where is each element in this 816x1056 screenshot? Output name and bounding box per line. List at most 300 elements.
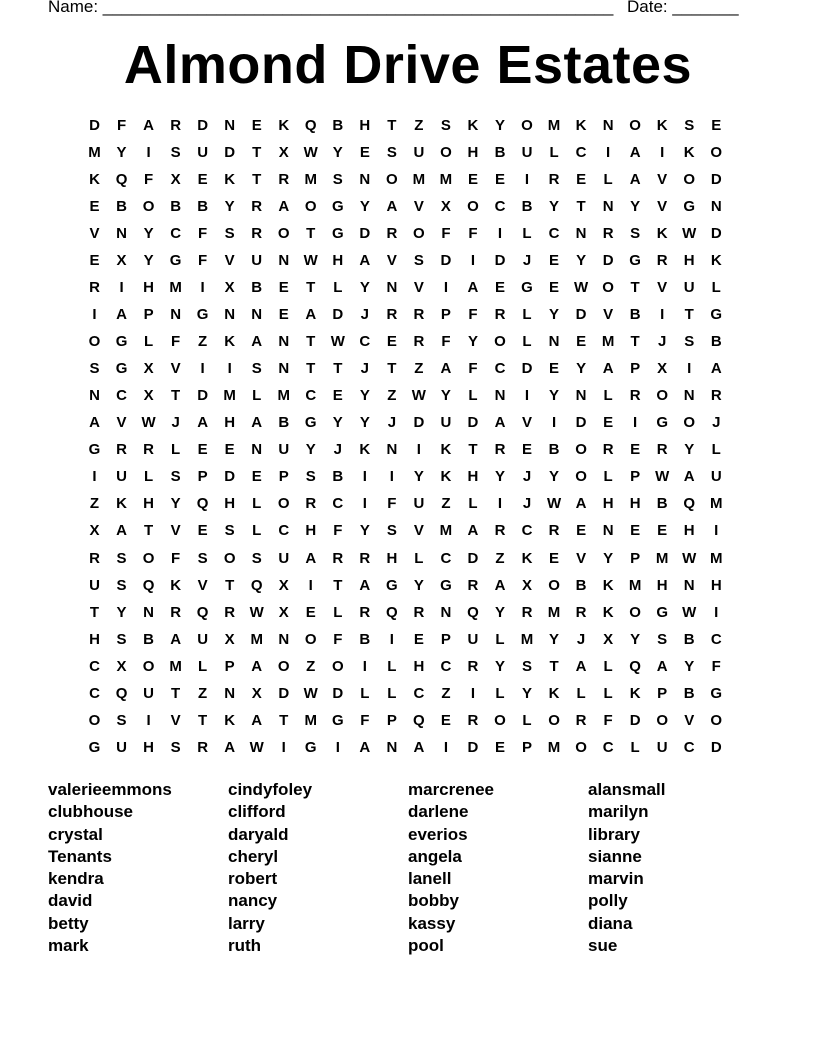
- grid-letter: D: [575, 414, 587, 432]
- grid-letter: G: [115, 333, 128, 351]
- grid-letter: Y: [603, 549, 614, 567]
- grid-letter: E: [657, 522, 668, 540]
- grid-letter: F: [468, 225, 478, 243]
- grid-letter: Z: [89, 495, 100, 513]
- grid-letter: M: [169, 657, 182, 675]
- grid-letter: V: [170, 711, 181, 729]
- grid-letter: L: [603, 684, 613, 702]
- grid-letter: L: [495, 684, 505, 702]
- grid-letter: C: [440, 657, 452, 675]
- grid-letter: Z: [441, 684, 451, 702]
- grid-letter: A: [116, 522, 127, 540]
- grid-letter: D: [467, 738, 479, 756]
- grid-letter: N: [386, 738, 398, 756]
- grid-letter: E: [197, 171, 208, 189]
- grid-letter: H: [413, 657, 425, 675]
- grid-letter: A: [359, 738, 371, 756]
- grid-letter: E: [224, 441, 235, 459]
- grid-letter: G: [710, 684, 723, 702]
- grid-letter: M: [547, 117, 561, 134]
- word-bank-item: pool: [408, 936, 444, 956]
- grid-letter: F: [603, 711, 613, 729]
- grid-letter: D: [197, 117, 209, 134]
- grid-letter: R: [656, 441, 668, 459]
- grid-letter: G: [304, 738, 317, 756]
- grid-letter: W: [655, 468, 670, 486]
- grid-letter: N: [386, 441, 398, 459]
- grid-letter: W: [411, 387, 426, 405]
- grid-letter: Y: [684, 441, 695, 459]
- grid-letter: Y: [332, 414, 343, 432]
- grid-letter: H: [710, 576, 722, 594]
- grid-letter: K: [170, 576, 182, 594]
- grid-letter: J: [658, 333, 667, 351]
- grid-letter: H: [467, 468, 479, 486]
- grid-letter: K: [548, 684, 560, 702]
- grid-letter: E: [630, 441, 641, 459]
- grid-letter: R: [143, 441, 154, 459]
- grid-letter: E: [494, 279, 505, 297]
- grid-letter: J: [522, 468, 532, 486]
- grid-letter: R: [494, 306, 506, 324]
- grid-letter: A: [386, 198, 398, 216]
- word-bank-item: cheryl: [228, 846, 279, 866]
- word-bank-item: valerieemmons: [48, 780, 172, 799]
- grid-letter: H: [332, 252, 344, 270]
- grid-letter: E: [440, 711, 451, 729]
- grid-letter: M: [304, 171, 318, 189]
- grid-letter: H: [89, 630, 100, 648]
- grid-letter: R: [89, 279, 100, 297]
- grid-letter: K: [656, 225, 668, 243]
- grid-letter: R: [197, 738, 209, 756]
- grid-letter: C: [89, 657, 100, 675]
- grid-letter: O: [88, 333, 101, 351]
- grid-letter: L: [360, 684, 370, 702]
- grid-letter: X: [278, 603, 289, 621]
- grid-letter: R: [278, 171, 290, 189]
- grid-letter: R: [521, 603, 533, 621]
- grid-letter: R: [413, 306, 425, 324]
- grid-letter: I: [687, 360, 692, 378]
- grid-letter: W: [303, 252, 318, 270]
- grid-letter: I: [389, 468, 394, 486]
- grid-letter: P: [440, 630, 451, 648]
- grid-letter: C: [413, 684, 425, 702]
- grid-letter: E: [197, 522, 208, 540]
- page-title: Almond Drive Estates: [123, 35, 693, 95]
- grid-letter: R: [89, 549, 100, 567]
- grid-letter: Y: [494, 117, 505, 134]
- grid-letter: D: [494, 252, 506, 270]
- grid-letter: H: [629, 495, 641, 513]
- grid-letter: W: [249, 603, 264, 621]
- grid-letter: M: [88, 144, 101, 162]
- grid-letter: B: [359, 630, 371, 648]
- grid-letter: I: [200, 279, 205, 297]
- grid-letter: A: [656, 657, 668, 675]
- grid-letter: F: [441, 225, 451, 243]
- grid-letter: E: [467, 171, 478, 189]
- grid-letter: D: [413, 414, 425, 432]
- grid-letter: C: [575, 144, 587, 162]
- grid-letter: N: [251, 306, 263, 324]
- grid-letter: T: [143, 522, 154, 540]
- grid-letter: Y: [332, 144, 343, 162]
- grid-letter: A: [251, 414, 263, 432]
- grid-letter: W: [682, 225, 697, 243]
- grid-letter: I: [714, 603, 719, 621]
- grid-letter: Y: [224, 198, 235, 216]
- grid-letter: O: [548, 711, 560, 729]
- grid-letter: X: [278, 576, 289, 594]
- grid-letter: R: [359, 603, 371, 621]
- grid-letter: V: [170, 522, 181, 540]
- grid-letter: M: [223, 387, 236, 405]
- grid-letter: L: [252, 522, 262, 540]
- grid-letter: L: [576, 684, 586, 702]
- grid-letter: D: [359, 225, 371, 243]
- grid-letter: A: [602, 360, 614, 378]
- grid-letter: F: [387, 495, 397, 513]
- grid-letter: V: [603, 306, 614, 324]
- grid-letter: H: [224, 414, 236, 432]
- grid-letter: A: [494, 576, 506, 594]
- grid-letter: C: [602, 738, 614, 756]
- grid-letter: C: [548, 225, 560, 243]
- grid-letter: I: [416, 441, 421, 459]
- grid-letter: R: [602, 225, 614, 243]
- word-bank-item: marvin: [588, 869, 644, 889]
- grid-letter: X: [522, 576, 533, 594]
- grid-letter: A: [467, 522, 479, 540]
- grid-letter: O: [223, 549, 236, 567]
- grid-letter: V: [657, 171, 668, 189]
- grid-letter: Q: [115, 684, 128, 702]
- grid-letter: R: [494, 441, 506, 459]
- grid-letter: K: [224, 171, 236, 189]
- grid-letter: R: [413, 603, 425, 621]
- grid-letter: Y: [359, 414, 370, 432]
- grid-letter: O: [710, 144, 723, 162]
- grid-letter: Z: [387, 387, 397, 405]
- grid-letter: P: [657, 684, 668, 702]
- grid-letter: I: [714, 522, 719, 540]
- grid-letter: O: [304, 630, 317, 648]
- grid-letter: C: [494, 198, 506, 216]
- grid-letter: A: [197, 414, 209, 432]
- grid-letter: T: [306, 360, 316, 378]
- grid-letter: K: [683, 144, 695, 162]
- grid-letter: K: [575, 117, 587, 134]
- grid-letter: U: [467, 630, 479, 648]
- grid-letter: I: [470, 252, 476, 270]
- grid-letter: E: [278, 306, 289, 324]
- grid-letter: V: [197, 576, 208, 594]
- grid-letter: U: [278, 441, 290, 459]
- word-bank-item: alansmall: [588, 780, 666, 799]
- grid-letter: Y: [549, 306, 560, 324]
- grid-letter: D: [332, 684, 344, 702]
- grid-letter: U: [251, 252, 263, 270]
- grid-letter: Y: [576, 360, 587, 378]
- grid-letter: Y: [494, 468, 505, 486]
- grid-letter: W: [546, 495, 562, 513]
- grid-letter: L: [630, 738, 640, 756]
- grid-letter: T: [549, 657, 559, 675]
- grid-letter: I: [281, 738, 286, 756]
- grid-letter: G: [196, 306, 209, 324]
- grid-letter: M: [169, 279, 182, 297]
- grid-letter: Y: [143, 252, 154, 270]
- grid-letter: B: [116, 198, 127, 216]
- grid-letter: Y: [549, 198, 560, 216]
- grid-letter: S: [197, 549, 208, 567]
- grid-letter: C: [494, 360, 506, 378]
- grid-letter: G: [169, 252, 182, 270]
- grid-letter: E: [630, 522, 641, 540]
- grid-letter: K: [440, 441, 452, 459]
- grid-letter: K: [89, 171, 100, 189]
- grid-letter: R: [305, 495, 317, 513]
- grid-letter: R: [467, 657, 479, 675]
- grid-letter: K: [224, 333, 236, 351]
- grid-letter: M: [412, 171, 426, 189]
- grid-letter: Y: [494, 603, 505, 621]
- grid-letter: M: [547, 738, 561, 756]
- grid-letter: G: [304, 414, 317, 432]
- grid-letter: D: [224, 468, 236, 486]
- grid-letter: F: [116, 117, 127, 134]
- grid-letter: B: [278, 414, 290, 432]
- grid-letter: B: [575, 576, 587, 594]
- grid-letter: R: [170, 603, 182, 621]
- grid-letter: B: [197, 198, 209, 216]
- grid-letter: S: [116, 711, 127, 729]
- date-field-label: Date: _______: [627, 0, 739, 16]
- grid-letter: R: [413, 333, 425, 351]
- grid-letter: V: [576, 549, 587, 567]
- word-bank-item: clifford: [228, 802, 286, 822]
- word-bank-item: Tenants: [48, 846, 112, 866]
- word-bank-item: marilyn: [588, 802, 649, 822]
- grid-letter: O: [88, 711, 101, 729]
- grid-letter: L: [522, 711, 532, 729]
- grid-letter: E: [197, 441, 208, 459]
- grid-letter: J: [387, 414, 397, 432]
- grid-letter: Q: [467, 603, 479, 621]
- grid-letter: M: [628, 576, 642, 594]
- grid-letter: U: [521, 144, 533, 162]
- grid-letter: G: [656, 603, 668, 621]
- grid-letter: K: [116, 495, 127, 513]
- grid-letter: X: [89, 522, 100, 540]
- grid-letter: Y: [576, 252, 587, 270]
- grid-letter: Y: [170, 495, 181, 513]
- grid-letter: K: [278, 117, 290, 134]
- grid-letter: C: [521, 522, 533, 540]
- grid-letter: Q: [196, 495, 209, 513]
- grid-letter: F: [143, 171, 154, 189]
- grid-letter: Y: [494, 657, 505, 675]
- grid-letter: F: [333, 522, 343, 540]
- grid-letter: C: [116, 387, 127, 405]
- grid-letter: A: [116, 306, 127, 324]
- grid-letter: D: [467, 549, 479, 567]
- grid-letter: T: [630, 279, 640, 297]
- grid-letter: O: [683, 171, 696, 189]
- grid-letter: X: [251, 684, 262, 702]
- grid-letter: N: [575, 225, 587, 243]
- grid-letter: I: [119, 279, 124, 297]
- word-bank-item: kendra: [48, 869, 104, 889]
- grid-letter: Y: [413, 468, 424, 486]
- grid-letter: E: [494, 738, 505, 756]
- grid-letter: N: [224, 306, 236, 324]
- grid-letter: J: [171, 414, 180, 432]
- grid-letter: F: [441, 333, 451, 351]
- grid-letter: D: [521, 360, 533, 378]
- grid-letter: B: [251, 279, 263, 297]
- grid-letter: Q: [250, 576, 263, 594]
- grid-letter: E: [576, 333, 587, 351]
- grid-letter: L: [603, 468, 613, 486]
- grid-letter: E: [89, 198, 100, 216]
- grid-letter: P: [630, 468, 641, 486]
- grid-letter: S: [684, 333, 695, 351]
- grid-letter: H: [305, 522, 317, 540]
- grid-letter: O: [575, 738, 587, 756]
- grid-letter: F: [198, 252, 208, 270]
- grid-letter: B: [494, 144, 506, 162]
- grid-letter: U: [116, 738, 127, 756]
- grid-letter: E: [89, 252, 100, 270]
- grid-letter: E: [549, 252, 560, 270]
- grid-letter: N: [386, 279, 398, 297]
- grid-letter: A: [278, 198, 290, 216]
- grid-letter: A: [251, 657, 263, 675]
- grid-letter: L: [387, 684, 397, 702]
- grid-letter: C: [332, 495, 344, 513]
- grid-letter: N: [575, 387, 587, 405]
- grid-letter: N: [278, 333, 290, 351]
- grid-letter: C: [440, 549, 452, 567]
- grid-letter: H: [467, 144, 479, 162]
- grid-letter: X: [603, 630, 614, 648]
- grid-letter: U: [413, 144, 425, 162]
- grid-letter: A: [575, 657, 587, 675]
- grid-letter: B: [683, 684, 695, 702]
- grid-letter: A: [494, 414, 506, 432]
- grid-letter: C: [278, 522, 290, 540]
- word-bank-item: mark: [48, 936, 89, 956]
- grid-letter: X: [224, 279, 235, 297]
- grid-letter: N: [224, 117, 236, 134]
- grid-letter: G: [88, 738, 101, 756]
- word-bank-item: angela: [408, 846, 462, 866]
- grid-letter: E: [549, 549, 560, 567]
- grid-letter: V: [413, 279, 424, 297]
- grid-letter: Z: [414, 360, 424, 378]
- grid-letter: N: [170, 306, 182, 324]
- grid-letter: W: [249, 738, 264, 756]
- word-bank-item: betty: [48, 913, 89, 933]
- grid-letter: G: [521, 279, 533, 297]
- grid-letter: A: [359, 252, 371, 270]
- grid-letter: E: [711, 117, 722, 134]
- grid-letter: J: [522, 495, 532, 513]
- grid-letter: G: [656, 414, 668, 432]
- grid-letter: X: [224, 630, 235, 648]
- word-bank-item: library: [588, 824, 640, 844]
- grid-letter: I: [92, 306, 97, 324]
- grid-letter: O: [548, 576, 560, 594]
- grid-letter: U: [143, 684, 154, 702]
- word-bank-item: polly: [588, 891, 628, 911]
- grid-letter: O: [575, 441, 587, 459]
- word-bank-item: darlene: [408, 802, 469, 822]
- grid-letter: T: [468, 441, 478, 459]
- grid-letter: R: [251, 225, 263, 243]
- grid-letter: Z: [414, 117, 424, 134]
- word-bank-item: marcrenee: [408, 780, 495, 799]
- grid-letter: N: [278, 630, 290, 648]
- grid-letter: N: [143, 603, 154, 621]
- grid-letter: M: [547, 603, 561, 621]
- grid-letter: S: [522, 657, 533, 675]
- grid-letter: M: [520, 630, 534, 648]
- grid-letter: L: [387, 657, 397, 675]
- grid-letter: S: [440, 117, 451, 134]
- grid-letter: R: [548, 171, 560, 189]
- word-bank-item: kassy: [408, 913, 456, 933]
- word-bank-item: larry: [228, 913, 265, 933]
- grid-letter: L: [711, 441, 721, 459]
- grid-letter: Y: [549, 630, 560, 648]
- grid-letter: T: [576, 198, 586, 216]
- grid-letter: W: [303, 144, 318, 162]
- grid-letter: C: [305, 387, 317, 405]
- grid-letter: I: [362, 657, 367, 675]
- grid-letter: O: [656, 711, 668, 729]
- grid-letter: N: [683, 387, 695, 405]
- grid-letter: I: [524, 387, 530, 405]
- grid-letter: H: [656, 576, 668, 594]
- grid-letter: P: [143, 306, 154, 324]
- grid-letter: Y: [684, 657, 695, 675]
- grid-letter: S: [684, 117, 695, 134]
- grid-letter: R: [467, 576, 479, 594]
- grid-letter: E: [251, 468, 262, 486]
- grid-letter: K: [359, 441, 371, 459]
- grid-letter: O: [629, 603, 641, 621]
- letter-grid: [81, 112, 730, 761]
- word-bank-item: robert: [228, 869, 278, 889]
- grid-letter: T: [684, 306, 694, 324]
- grid-letter: E: [576, 522, 587, 540]
- grid-letter: Y: [305, 441, 316, 459]
- grid-letter: B: [143, 630, 154, 648]
- grid-letter: Q: [629, 657, 641, 675]
- grid-letter: N: [89, 387, 100, 405]
- grid-letter: R: [251, 198, 263, 216]
- grid-letter: L: [198, 657, 208, 675]
- grid-letter: T: [225, 576, 235, 594]
- grid-letter: K: [602, 603, 614, 621]
- grid-letter: T: [252, 171, 262, 189]
- grid-letter: Z: [198, 333, 208, 351]
- grid-letter: Q: [386, 603, 398, 621]
